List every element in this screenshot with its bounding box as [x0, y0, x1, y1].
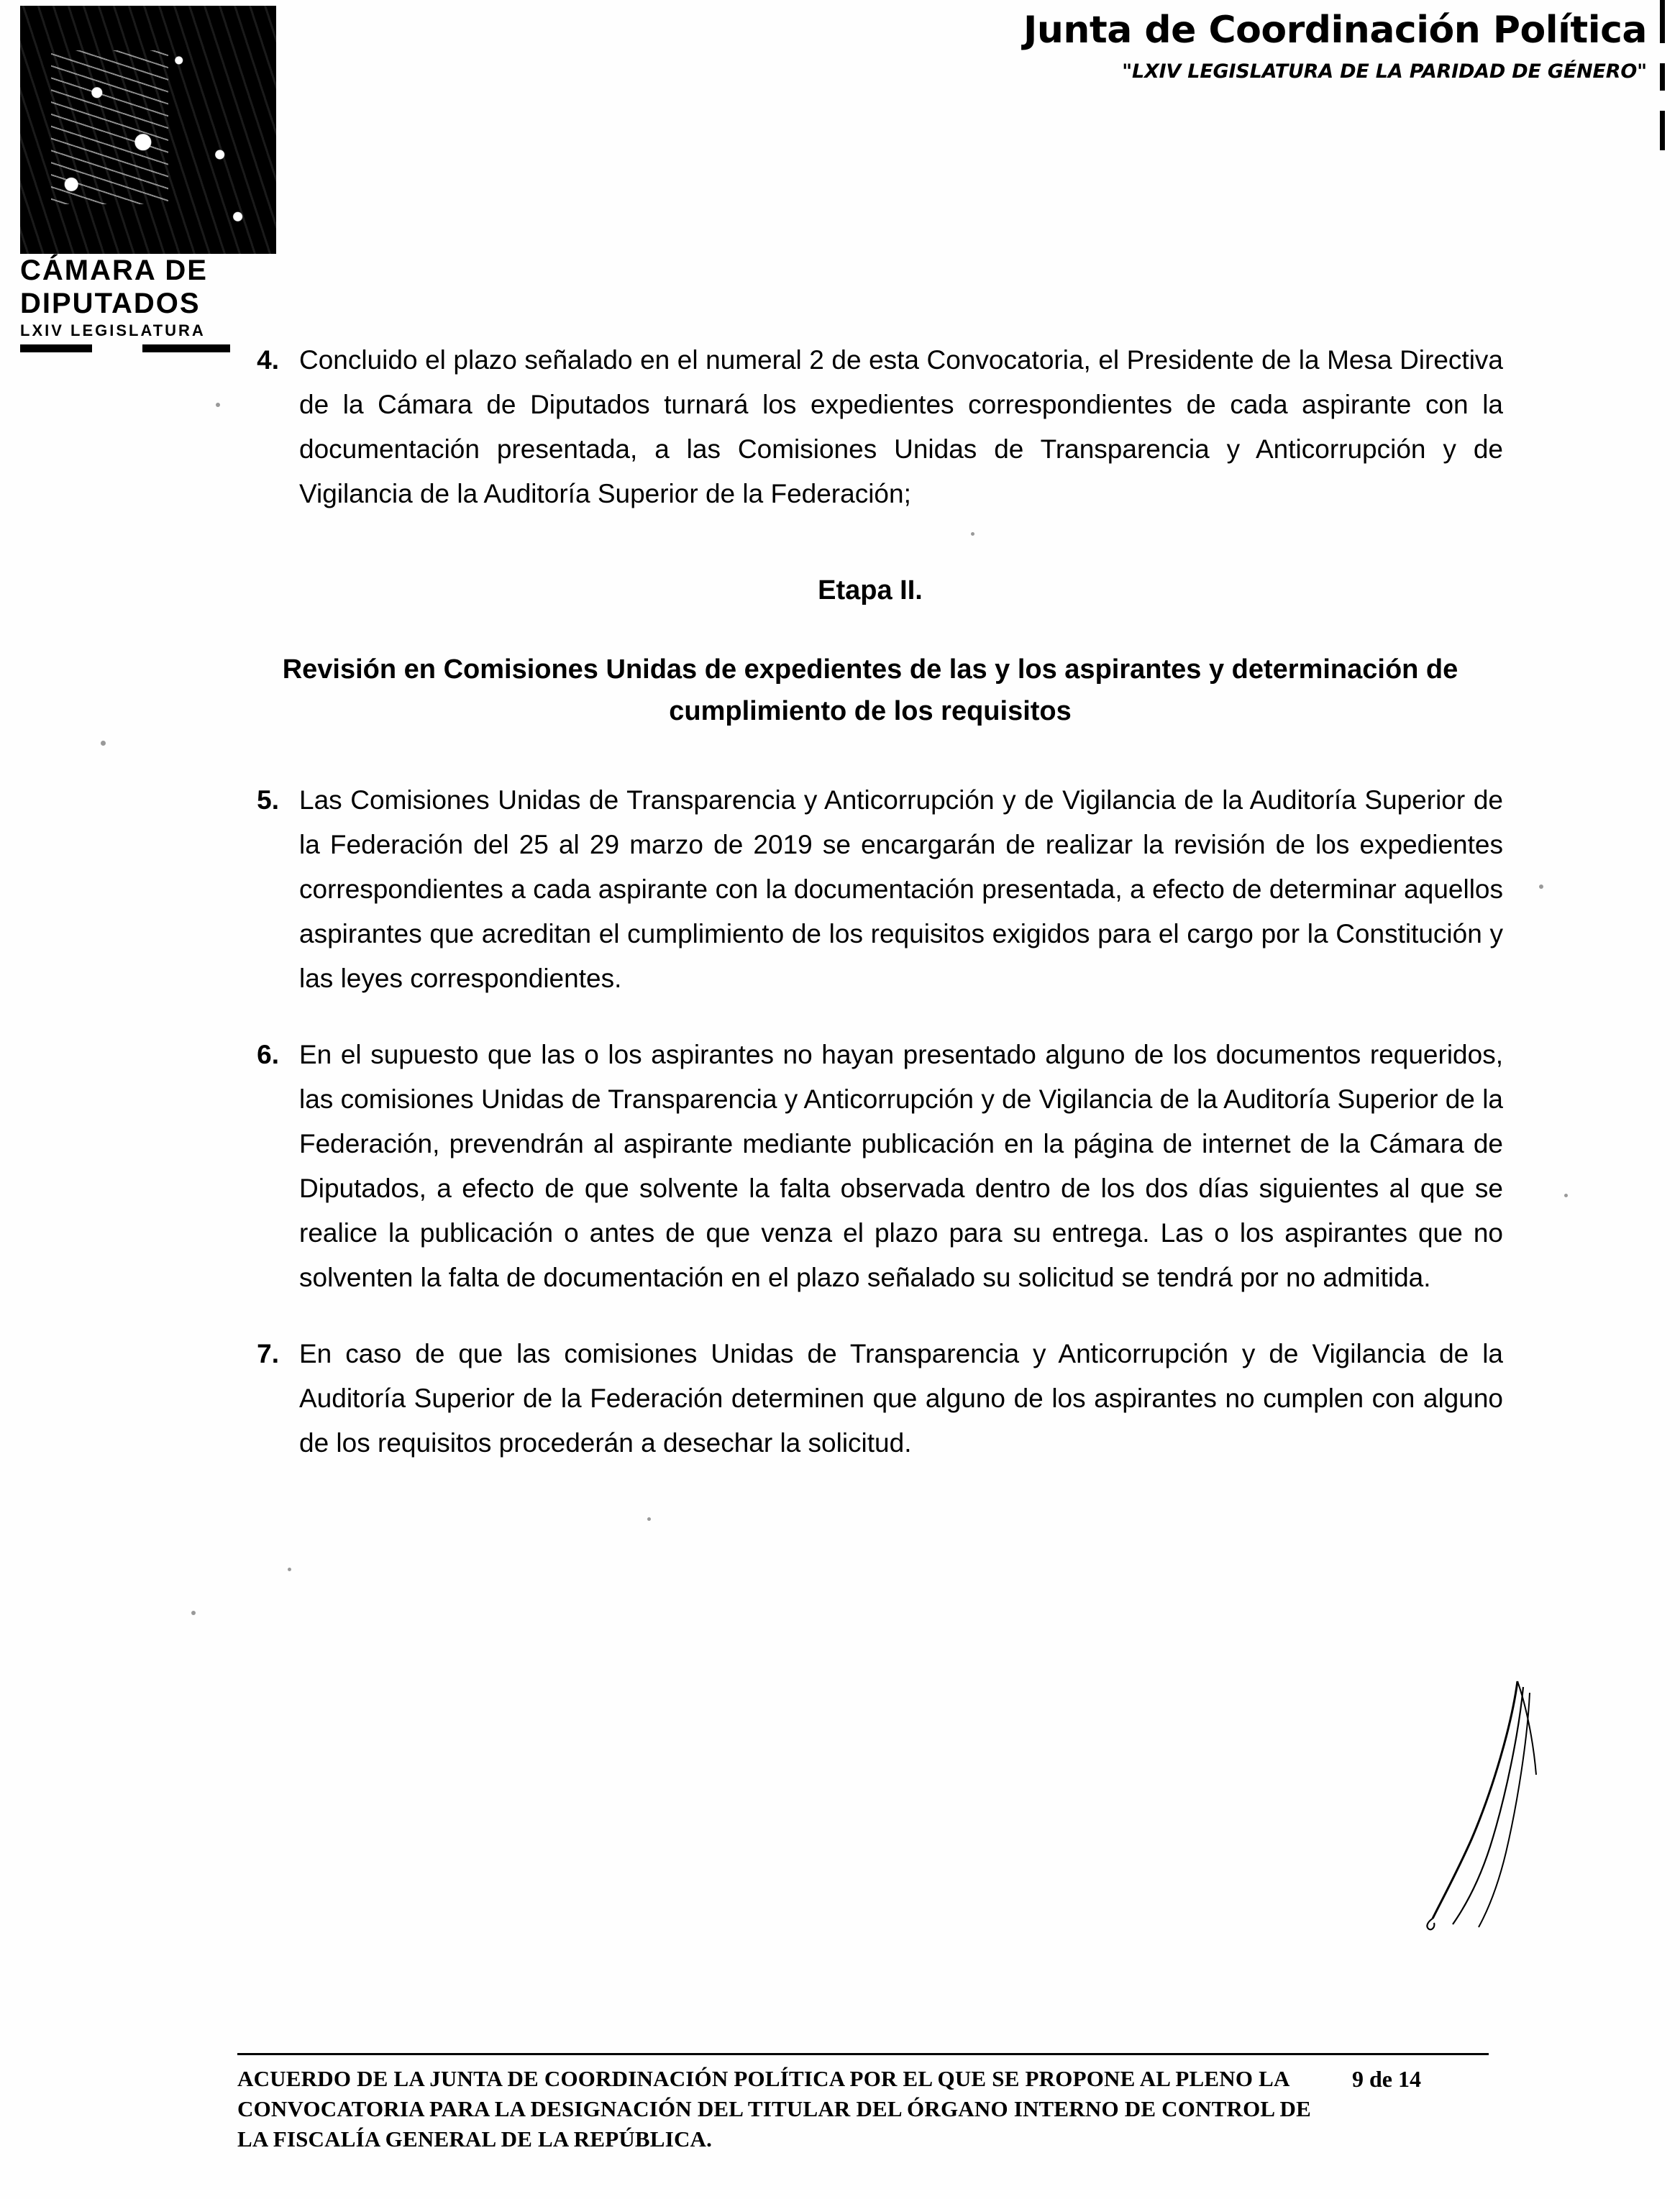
footer-text: ACUERDO DE LA JUNTA DE COORDINACIÓN POLÍTICA POR EL QUE SE PROPONE AL PLENO LA CONVOCATORIA PARA LA DESIGNACIÓN DEL TITULAR DEL ÓRGANO INTERNO DE CONTROL DE LA FISCALÍA GENERAL DE LA REPÚBLICA. [237, 2066, 1312, 2152]
stage-heading: Etapa II. [818, 575, 923, 605]
list-item [237, 1033, 1503, 1300]
body-title: Junta de Coordinación Política [1023, 9, 1647, 52]
footer-divider [237, 2053, 1489, 2055]
item-number: 6. [257, 1040, 279, 1069]
body-subtitle: "LXIV LEGISLATURA DE LA PARIDAD DE GÉNERO" [1122, 60, 1647, 83]
list-item [237, 338, 1503, 516]
item-number: 5. [257, 785, 279, 815]
stage-description: Revisión en Comisiones Unidas de expedientes de las y los aspirantes y determinación de cumplimiento de los requisitos [282, 654, 1458, 726]
institution-line-3: LXIV LEGISLATURA [20, 321, 206, 339]
page-number: 9 de 14 [1352, 2066, 1421, 2092]
handwritten-signature [1364, 1674, 1551, 1933]
logo-underline-rules [20, 344, 236, 360]
list-item [237, 1332, 1503, 1466]
page-header [0, 0, 1680, 339]
item-number: 7. [257, 1339, 279, 1368]
list-item [237, 778, 1503, 1001]
item-number: 4. [257, 345, 279, 375]
page-edge-marks [1660, 0, 1670, 237]
camara-logo-block [20, 6, 286, 360]
institution-line-2: DIPUTADOS [20, 288, 201, 319]
page-footer [237, 2053, 1503, 2154]
item-text: En caso de que las comisiones Unidas de Transparencia y Anticorrupción y de Vigilancia de la Auditoría Superior de la Federación determinen que alguno de los aspirantes no cumplen con alguno de los requisitos procederán a desechar la solicitud. [299, 1339, 1503, 1458]
item-text: Las Comisiones Unidas de Transparencia y Anticorrupción y de Vigilancia de la Auditoría Superior de la Federación del 25 al 29 marzo de 2019 se encargarán de realizar la revisión de los expedientes correspondientes a cada aspirante con la documentación presentada, a efecto de determinar aquellos aspirantes que acreditan el cumplimiento de los requisitos exigidos para el cargo por la Constitución y las leyes correspondientes. [299, 785, 1503, 993]
item-text: En el supuesto que las o los aspirantes no hayan presentado alguno de los documentos requeridos, las comisiones Unidas de Transparencia y Anticorrupción y de Vigilancia de la Auditoría Superior de la Federación, prevendrán al aspirante mediante publicación en la página de internet de la Cámara de Diputados, a efecto de que solvente la falta observada dentro de los dos días siguientes al que se realice la publicación o antes de que venza el plazo para su entrega. Las o los aspirantes que no solventen la falta de documentación en el plazo señalado su solicitud se tendrá por no admitida. [299, 1040, 1503, 1292]
document-body [237, 338, 1503, 1497]
header-titles [640, 9, 1647, 85]
institution-line-1: CÁMARA DE [20, 255, 208, 286]
item-text: Concluido el plazo señalado en el numeral 2 de esta Convocatoria, el Presidente de la Mesa Directiva de la Cámara de Diputados turnará los expedientes correspondientes de cada aspirante con la documentación presentada, a las Comisiones Unidas de Transparencia y Anticorrupción y de Vigilancia de la Auditoría Superior de la Federación; [299, 345, 1503, 508]
camara-emblem-icon [20, 6, 276, 254]
